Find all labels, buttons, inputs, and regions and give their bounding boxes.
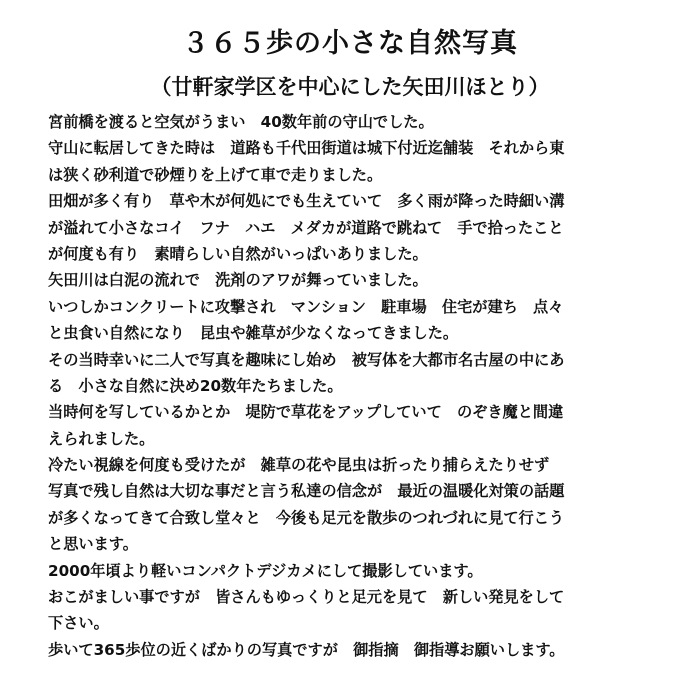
- document-subtitle: （廿軒家学区を中心にした矢田川ほとり）: [150, 75, 550, 99]
- body-line: 下さい。: [48, 614, 109, 633]
- body-line: 写真で残し自然は大切な事だと言う私達の信念が 最近の温暖化対策の話題: [48, 482, 565, 501]
- body-line: 守山に転居してきた時は 道路も千代田街道は城下付近迄舗装 それから東: [48, 139, 565, 158]
- body-line: いつしかコンクリートに攻撃され マンション 駐車場 住宅が建ち 点々: [48, 297, 564, 316]
- body-line: と虫食い自然になり 昆虫や雑草が少なくなってきました。: [48, 324, 459, 343]
- body-line: 矢田川は白泥の流れで 洗剤のアワが舞っていました。: [48, 271, 428, 290]
- document-title: ３６５歩の小さな自然写真: [182, 28, 518, 59]
- body-line: は狭く砂利道で砂煙りを上げて車で走りました。: [48, 165, 383, 184]
- body-line: 歩いて365歩位の近くばかりの写真ですが 御指摘 御指導お願いします。: [48, 640, 565, 659]
- body-line: が何度も有り 素晴らしい自然がいっぱいありました。: [48, 244, 428, 263]
- body-line: 2000年頃より軽いコンパクトデジカメにして撮影しています。: [48, 561, 483, 580]
- body-line: 冷たい視線を何度も受けたが 雑草の花や昆虫は折ったり捕らえたりせず: [48, 456, 550, 475]
- body-line: その当時幸いに二人で写真を趣味にし始め 被写体を大都市名古屋の中にあ: [48, 350, 565, 369]
- body-line: おこがましい事ですが 皆さんもゆっくりと足元を見て 新しい発見をして: [48, 588, 565, 607]
- body-line: が溢れて小さなコイ フナ ハエ メダカが道路で跳ねて 手で拾ったこと: [48, 218, 564, 237]
- document-body: [48, 109, 668, 663]
- body-line: る 小さな自然に決め20数年たちました。: [48, 376, 343, 395]
- body-line: と思います。: [48, 535, 138, 554]
- body-line: が多くなってきて合致し堂々と 今後も足元を散歩のつれづれに見て行こう: [48, 508, 565, 527]
- body-line: 当時何を写しているかとか 堤防で草花をアップしていて のぞき魔と間違: [48, 403, 564, 422]
- body-line: 田畑が多く有り 草や木が何処にでも生えていて 多く雨が降った時細い溝: [48, 192, 565, 211]
- body-line: 宮前橋を渡ると空気がうまい 40数年前の守山でした。: [48, 113, 434, 131]
- body-line: えられました。: [48, 429, 155, 448]
